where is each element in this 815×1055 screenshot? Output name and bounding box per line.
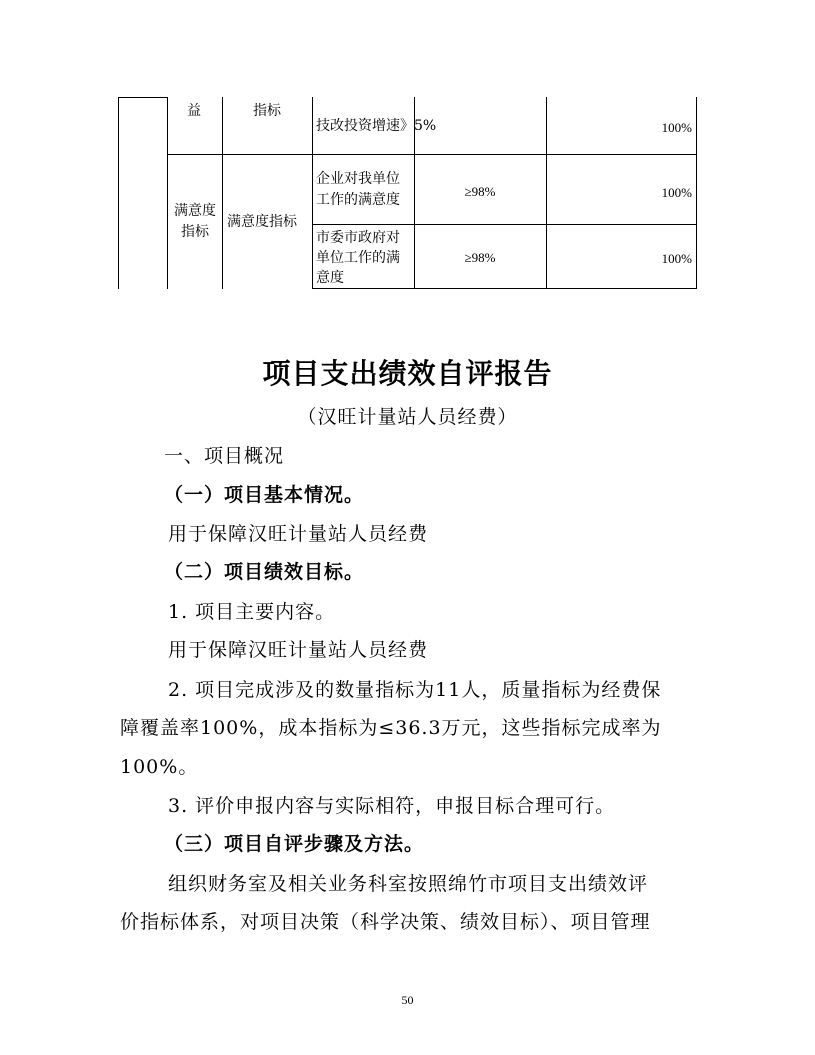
list-item: 3. 评价申报内容与实际相符，申报目标合理可行。 (168, 795, 616, 817)
page-number: 50 (401, 993, 414, 1007)
table-cell: ≥98% (464, 250, 496, 265)
table-cell: 100% (661, 185, 692, 200)
table-cell: 意度 (316, 270, 344, 286)
table-border (222, 97, 223, 289)
table-cell: 工作的满意度 (316, 192, 400, 208)
table-cell: 满意度指标 (227, 214, 297, 230)
table-border (312, 224, 697, 225)
table-cell: 益 (187, 103, 201, 119)
table-cell: 单位工作的满 (316, 250, 400, 266)
paragraph-line: 价指标体系，对项目决策（科学决策、绩效目标）、项目管理 (120, 911, 651, 933)
paragraph-line: 用于保障汉旺计量站人员经费 (168, 639, 429, 661)
list-item: 1. 项目主要内容。 (168, 601, 336, 623)
paragraph-line: 100%。 (120, 756, 199, 778)
subsection-heading: （一）项目基本情况。 (164, 484, 365, 506)
paragraph-line: 组织财务室及相关业务科室按照绵竹市项目支出绩效评 (168, 873, 649, 895)
paragraph-line: 障覆盖率100%，成本指标为≤36.3万元，这些指标完成率为 (120, 717, 662, 739)
list-item: 2. 项目完成涉及的数量指标为11人，质量指标为经费保 (168, 679, 662, 701)
table-cell: 指标 (253, 103, 281, 119)
table-cell: 满意度 (174, 203, 216, 219)
subsection-heading: （二）项目绩效目标。 (164, 561, 365, 583)
table-border (118, 97, 119, 289)
table-cell: 市委市政府对 (316, 230, 400, 246)
table-border (696, 97, 697, 289)
paragraph-line: 用于保障汉旺计量站人员经费 (168, 523, 429, 545)
table-cell: 100% (661, 120, 692, 135)
table-cell: 技改投资增速》5% (316, 118, 437, 134)
table-cell: 100% (661, 251, 692, 266)
performance-table-fragment (0, 0, 815, 300)
table-border (546, 97, 547, 289)
report-title: 项目支出绩效自评报告 (262, 357, 553, 390)
table-cell: 指标 (181, 224, 209, 240)
table-cell: ≥98% (464, 184, 496, 199)
table-border (118, 97, 167, 98)
table-border (312, 97, 313, 289)
table-border (167, 154, 697, 155)
table-border (312, 288, 697, 289)
table-cell: 企业对我单位 (316, 171, 400, 187)
section-heading: 一、项目概况 (164, 445, 285, 467)
table-border (167, 97, 168, 289)
report-subtitle: （汉旺计量站人员经费） (297, 406, 518, 428)
subsection-heading: （三）项目自评步骤及方法。 (164, 833, 425, 855)
